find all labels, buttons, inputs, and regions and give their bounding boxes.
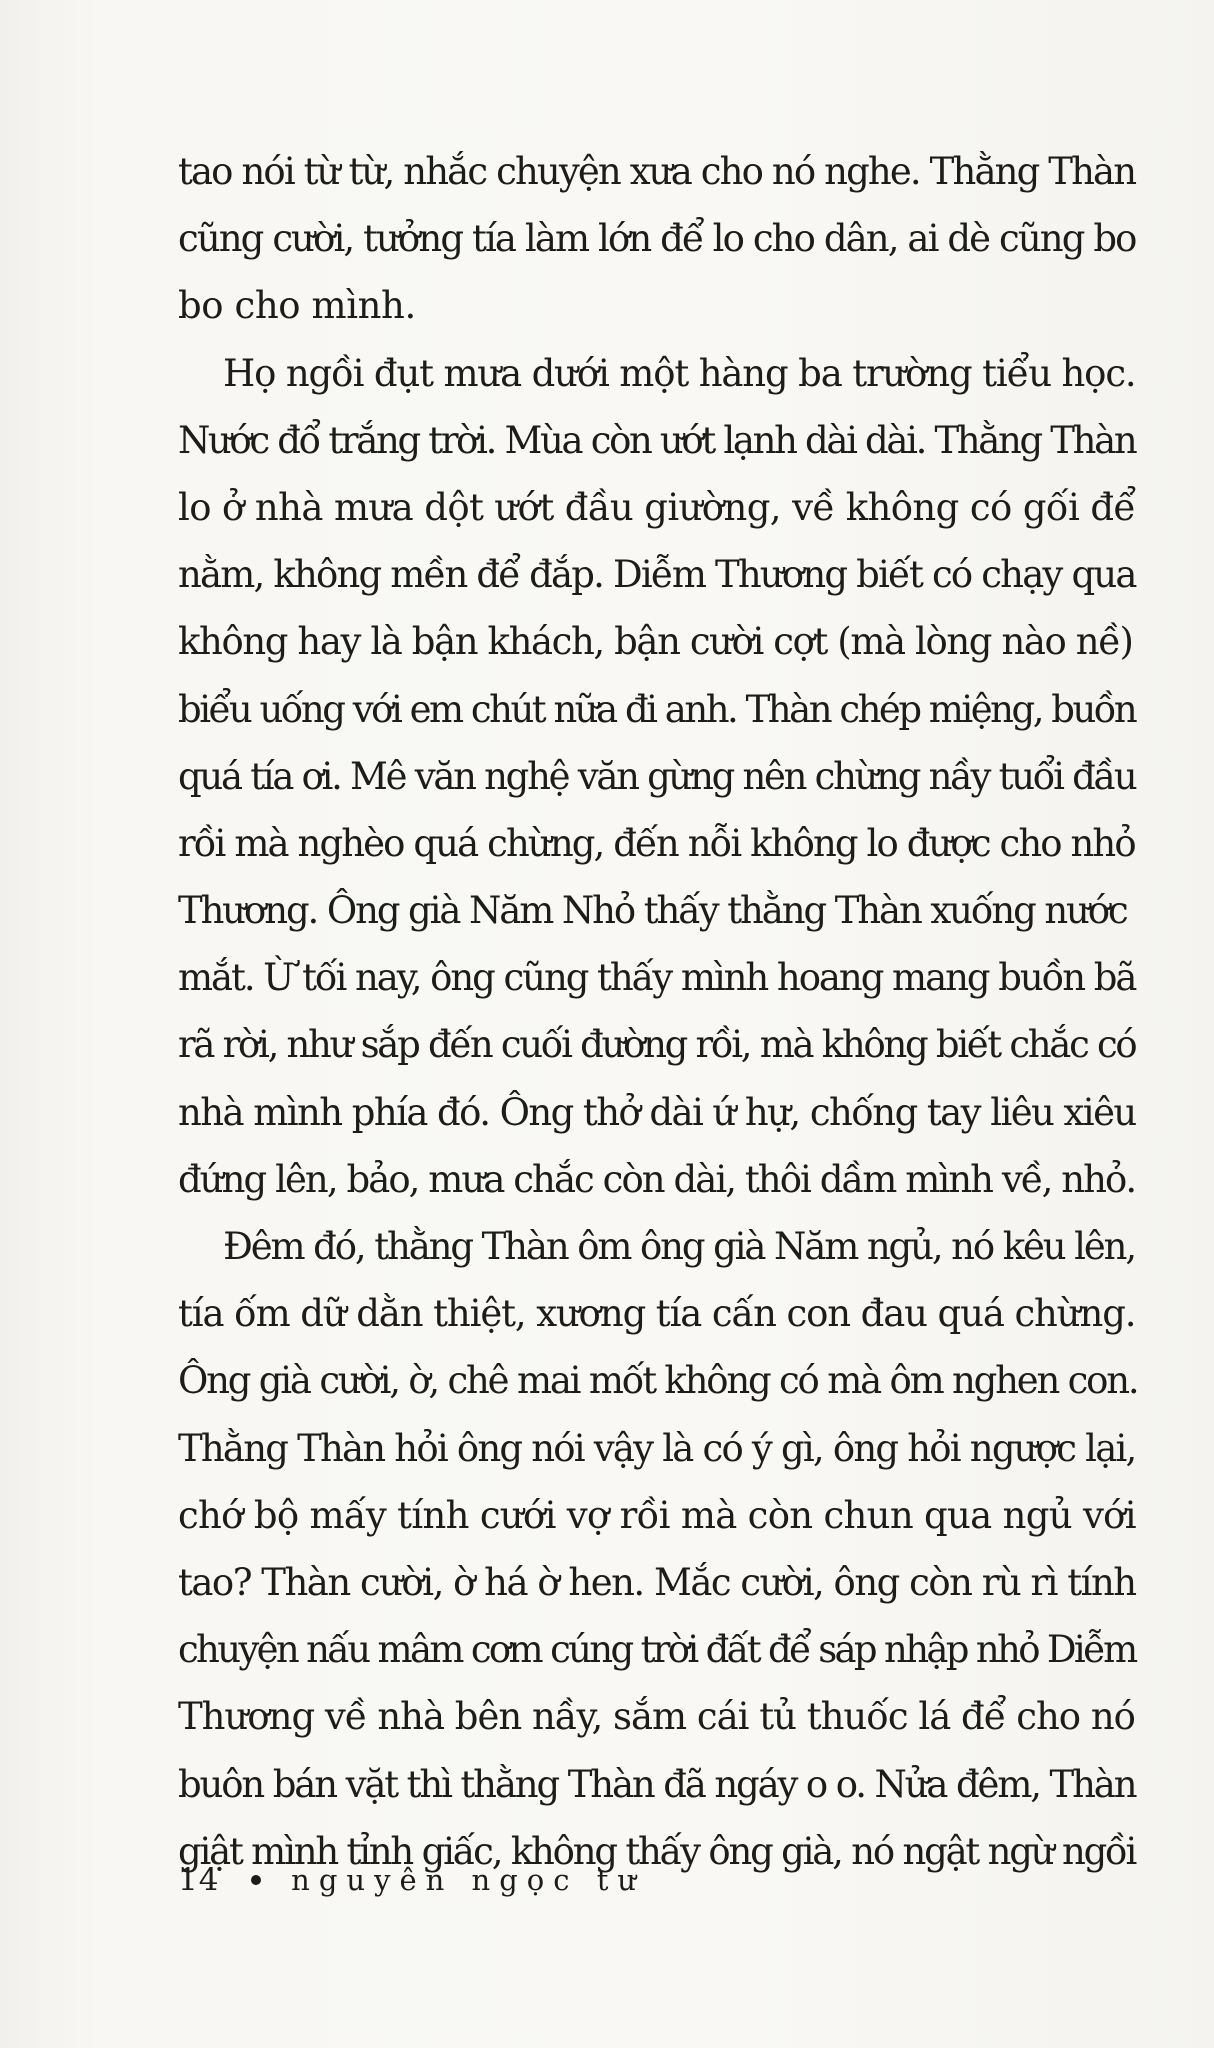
text-line: quá tía ơi. Mê văn nghệ văn gừng nên chừng nầy tuổi đầu: [178, 754, 1136, 798]
text-line: Thương về nhà bên nầy, sắm cái tủ thuốc lá để cho nó: [178, 1695, 1135, 1739]
text-line: chuyện nấu mâm cơm cúng trời đất để sáp nhập nhỏ Diễm: [178, 1628, 1136, 1672]
text-line: lo ở nhà mưa dột ướt đầu giường, về không có gối để: [178, 485, 1136, 529]
text-line: buôn bán vặt thì thằng Thàn đã ngáy o o. Nửa đêm, Thàn: [178, 1762, 1136, 1806]
text-line: tao? Thàn cười, ờ há ờ hen. Mắc cười, ông còn rù rì tính: [178, 1560, 1136, 1604]
text-line: Họ ngồi đụt mưa dưới một hàng ba trường tiểu học.: [223, 351, 1136, 395]
text-line: Nước đổ trắng trời. Mùa còn ướt lạnh dài dài. Thằng Thàn: [178, 418, 1136, 462]
text-line: tao nói từ từ, nhắc chuyện xưa cho nó nghe. Thằng Thàn: [178, 150, 1136, 193]
text-line: bo cho mình.: [178, 284, 416, 328]
bullet-icon: [251, 1875, 261, 1885]
text-line: tía ốm dữ dằn thiệt, xương tía cấn con đau quá chừng.: [178, 1292, 1136, 1336]
text-line: mắt. Ừ tối nay, ông cũng thấy mình hoang mang buồn bã: [178, 956, 1136, 1000]
page-number: 14: [178, 1862, 220, 1898]
page-footer: [178, 1862, 645, 1898]
text-line: cũng cười, tưởng tía làm lớn để lo cho dân, ai dè cũng bo: [178, 217, 1136, 261]
text-line: Ông già cười, ờ, chê mai mốt không có mà ôm nghen con.: [178, 1359, 1138, 1403]
text-line: rồi mà nghèo quá chừng, đến nỗi không lo được cho nhỏ: [178, 821, 1135, 865]
text-line: rã rời, như sắp đến cuối đường rồi, mà không biết chắc có: [178, 1023, 1136, 1067]
author-name: nguyên ngọc tư: [291, 1863, 646, 1897]
body-text: [178, 138, 1138, 1885]
text-line: giật mình tỉnh giấc, không thấy ông già, nó ngật ngừ ngồi: [178, 1829, 1136, 1873]
text-line: không hay là bận khách, bận cười cợt (mà lòng nào nề): [178, 620, 1133, 664]
text-line: đứng lên, bảo, mưa chắc còn dài, thôi dầm mình về, nhỏ.: [178, 1157, 1136, 1201]
text-line: biểu uống với em chút nữa đi anh. Thàn chép miệng, buồn: [178, 687, 1136, 731]
text-line: nhà mình phía đó. Ông thở dài ứ hự, chống tay liêu xiêu: [178, 1090, 1136, 1134]
text-line: nằm, không mền để đắp. Diễm Thương biết có chạy qua: [178, 553, 1136, 597]
text-line: Đêm đó, thằng Thàn ôm ông già Năm ngủ, nó kêu lên,: [223, 1225, 1136, 1268]
text-line: Thương. Ông già Năm Nhỏ thấy thằng Thàn xuống nước: [178, 889, 1127, 933]
text-line: Thằng Thàn hỏi ông nói vậy là có ý gì, ông hỏi ngược lại,: [178, 1426, 1136, 1470]
text-line: chớ bộ mấy tính cưới vợ rồi mà còn chun qua ngủ với: [178, 1493, 1136, 1537]
